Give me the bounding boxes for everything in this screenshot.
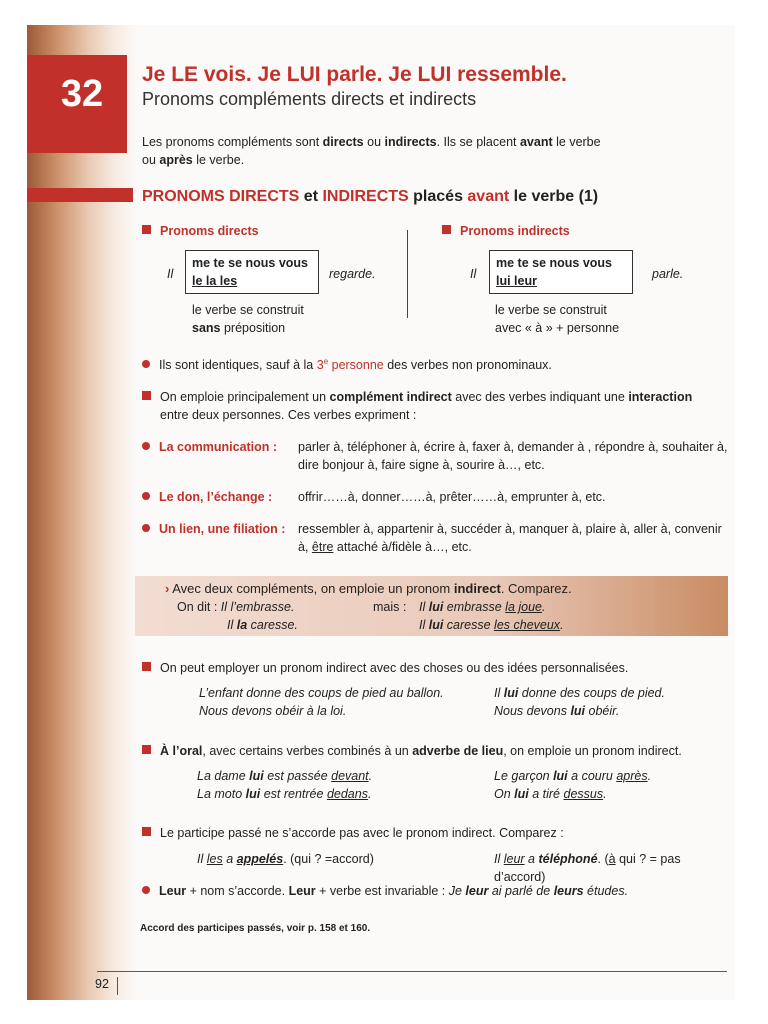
section-marker-bar: [27, 188, 133, 202]
page-number: 92: [87, 977, 118, 995]
round-bullet-icon: [142, 524, 150, 532]
oral-examples-right: Le garçon lui a couru après. On lui a tiré dessus.: [494, 769, 652, 801]
square-bullet-icon: [442, 225, 451, 234]
square-bullet-icon: [142, 745, 151, 754]
note-example-joue: Il lui embrasse la joue.: [419, 600, 546, 614]
indirect-heading: Pronoms indirects: [442, 224, 570, 238]
oral-examples-left: La dame lui est passée devant. La moto lui est rentrée dedans.: [197, 769, 373, 801]
interaction-rule: On emploie principalement un complément indirect avec des verbes indiquant une interaction entre deux personnes. Ces verbes expriment :: [142, 388, 732, 424]
chapter-title: Je LE vois. Je LUI parle. Je LUI ressemble.: [142, 63, 567, 86]
section-heading: PRONOMS DIRECTS et INDIRECTS placés avant le verbe (1): [142, 188, 599, 205]
things-rule: On peut employer un pronom indirect avec des choses ou des idées personnalisées.: [142, 659, 628, 677]
category-verbs-don: offrir……à, donner……à, prêter……à, emprunter à, etc.: [298, 490, 606, 504]
participe-example-left: Il les a appelés. (qui ? =accord): [197, 852, 374, 866]
things-examples-left: L’enfant donne des coups de pied au ballon. Nous devons obéir à la loi.: [199, 686, 444, 718]
indirect-subject: Il: [470, 267, 477, 281]
intro-paragraph: Les pronoms compléments sont directs ou indirects. Ils se placent avant le verbe ou après le verbe.: [142, 135, 601, 167]
round-bullet-icon: [142, 360, 150, 368]
square-bullet-icon: [142, 225, 151, 234]
footer-rule: [97, 971, 727, 972]
leur-rule: Leur + nom s’accorde. Leur + verbe est invariable : Je leur ai parlé de leurs études.: [142, 882, 628, 900]
square-bullet-icon: [142, 827, 151, 836]
round-bullet-icon: [142, 886, 150, 894]
note-example-la: Il la caresse.: [227, 618, 298, 632]
square-bullet-icon: [142, 391, 151, 400]
things-examples-right: Il lui donne des coups de pied. Nous devons lui obéir.: [494, 686, 665, 718]
indirect-pronoun-box: me te se nous vous lui leur: [489, 250, 633, 294]
direct-heading: Pronoms directs: [142, 224, 259, 238]
note-ondit: On dit : Il l’embrasse.: [177, 600, 295, 614]
note-mais: mais :: [373, 600, 407, 614]
category-label-lien: Un lien, une filiation :: [142, 520, 285, 538]
textbook-page: [27, 25, 735, 1000]
indirect-verb: parle.: [652, 267, 684, 281]
direct-pronoun-box: me te se nous vous le la les: [185, 250, 319, 294]
participe-example-right: Il leur a téléphoné. (à qui ? = pas d’accord): [494, 852, 681, 884]
chapter-number: 32: [60, 73, 104, 115]
direct-subject: Il: [167, 267, 174, 281]
round-bullet-icon: [142, 492, 150, 500]
column-divider: [407, 230, 408, 318]
category-label-communication: La communication :: [142, 438, 277, 456]
participe-rule: Le participe passé ne s’accorde pas avec le pronom indirect. Comparez :: [142, 824, 564, 842]
indirect-note: le verbe se construit avec « à » + personne: [495, 303, 620, 335]
page-spine-shadow: [27, 25, 137, 1000]
chapter-subtitle: Pronoms compléments directs et indirects: [142, 89, 477, 109]
arrow-marker-icon: ›: [165, 581, 170, 596]
note-text: › Avec deux compléments, on emploie un pronom indirect. Comparez.: [165, 581, 572, 596]
direct-note: le verbe se construit sans préposition: [192, 303, 304, 335]
direct-verb: regarde.: [329, 267, 376, 281]
category-verbs-communication: parler à, téléphoner à, écrire à, faxer à, demander à , répondre à, souhaiter à, dire bonjour à, faire signe à, sourire à…, etc.: [298, 440, 728, 472]
footnote-reference: Accord des participes passés, voir p. 158 et 160.: [140, 923, 371, 934]
square-bullet-icon: [142, 662, 151, 671]
category-verbs-lien: ressembler à, appartenir à, succéder à, manquer à, plaire à, aller à, convenir à, être attaché à/fidèle à…, etc.: [298, 522, 722, 554]
note-example-cheveux: Il lui caresse les cheveux.: [419, 618, 564, 632]
category-label-don: Le don, l’échange :: [142, 488, 272, 506]
oral-rule: À l’oral, avec certains verbes combinés à un adverbe de lieu, on emploie un pronom indirect.: [142, 742, 682, 760]
round-bullet-icon: [142, 442, 150, 450]
identical-rule: Ils sont identiques, sauf à la 3e personne des verbes non pronominaux.: [142, 353, 552, 374]
